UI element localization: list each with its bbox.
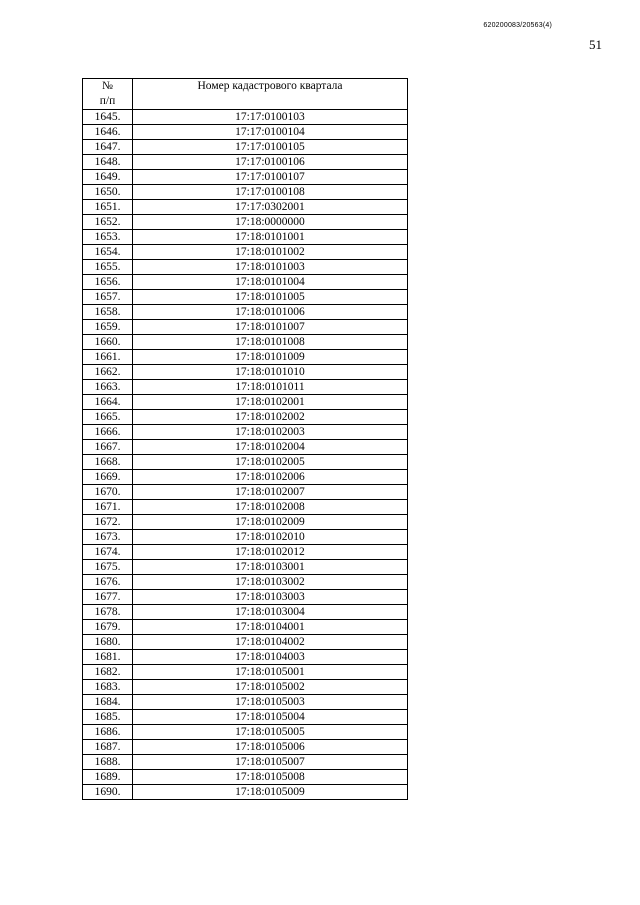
table-row xyxy=(83,740,408,755)
cadastral-number-cell: 17:18:0102003 xyxy=(133,425,408,440)
table-row xyxy=(83,560,408,575)
table-row xyxy=(83,350,408,365)
row-number-cell: 1673. xyxy=(83,530,133,545)
row-number-cell: 1652. xyxy=(83,215,133,230)
row-number-cell: 1656. xyxy=(83,275,133,290)
cadastral-number-cell: 17:18:0102007 xyxy=(133,485,408,500)
table-row xyxy=(83,410,408,425)
table-row xyxy=(83,590,408,605)
cadastral-number-cell: 17:18:0101005 xyxy=(133,290,408,305)
table-row xyxy=(83,530,408,545)
row-number-cell: 1654. xyxy=(83,245,133,260)
cadastral-number-cell: 17:18:0102008 xyxy=(133,500,408,515)
cadastral-number-cell: 17:18:0102002 xyxy=(133,410,408,425)
cadastral-number-cell: 17:18:0101008 xyxy=(133,335,408,350)
row-number-cell: 1679. xyxy=(83,620,133,635)
row-number-cell: 1675. xyxy=(83,560,133,575)
row-number-cell: 1657. xyxy=(83,290,133,305)
cadastral-number-cell: 17:18:0102012 xyxy=(133,545,408,560)
cadastral-number-cell: 17:18:0000000 xyxy=(133,215,408,230)
table-row xyxy=(83,110,408,125)
row-number-cell: 1661. xyxy=(83,350,133,365)
table-row xyxy=(83,335,408,350)
row-number-cell: 1674. xyxy=(83,545,133,560)
cadastral-number-cell: 17:18:0101010 xyxy=(133,365,408,380)
row-number-cell: 1680. xyxy=(83,635,133,650)
row-number-cell: 1653. xyxy=(83,230,133,245)
cadastral-number-cell: 17:17:0100104 xyxy=(133,125,408,140)
table-row xyxy=(83,320,408,335)
row-number-cell: 1686. xyxy=(83,725,133,740)
table-row xyxy=(83,485,408,500)
column-header-number xyxy=(83,79,133,110)
column-header-number-abbr: п/п xyxy=(99,95,116,107)
table-row xyxy=(83,620,408,635)
cadastral-number-cell: 17:18:0103001 xyxy=(133,560,408,575)
table-row xyxy=(83,425,408,440)
table-row xyxy=(83,605,408,620)
cadastral-number-cell: 17:18:0105008 xyxy=(133,770,408,785)
row-number-cell: 1665. xyxy=(83,410,133,425)
cadastral-number-cell: 17:18:0105003 xyxy=(133,695,408,710)
table-row xyxy=(83,395,408,410)
row-number-cell: 1663. xyxy=(83,380,133,395)
table-row xyxy=(83,500,408,515)
row-number-cell: 1659. xyxy=(83,320,133,335)
table-row xyxy=(83,170,408,185)
cadastral-number-cell: 17:17:0302001 xyxy=(133,200,408,215)
row-number-cell: 1687. xyxy=(83,740,133,755)
row-number-cell: 1648. xyxy=(83,155,133,170)
table-row xyxy=(83,575,408,590)
cadastral-number-cell: 17:18:0105002 xyxy=(133,680,408,695)
cadastral-number-cell: 17:17:0100106 xyxy=(133,155,408,170)
row-number-cell: 1670. xyxy=(83,485,133,500)
table-row xyxy=(83,440,408,455)
table-row xyxy=(83,650,408,665)
table-row xyxy=(83,245,408,260)
row-number-cell: 1669. xyxy=(83,470,133,485)
row-number-cell: 1677. xyxy=(83,590,133,605)
row-number-cell: 1681. xyxy=(83,650,133,665)
row-number-cell: 1646. xyxy=(83,125,133,140)
document-code: 620200083/20563(4) xyxy=(483,22,552,29)
cadastral-number-cell: 17:18:0105006 xyxy=(133,740,408,755)
table-row xyxy=(83,695,408,710)
table-body xyxy=(83,110,408,800)
cadastral-number-cell: 17:18:0101007 xyxy=(133,320,408,335)
cadastral-number-cell: 17:17:0100103 xyxy=(133,110,408,125)
table-row xyxy=(83,710,408,725)
cadastral-number-cell: 17:18:0105009 xyxy=(133,785,408,800)
column-header-number-symbol: № xyxy=(102,80,113,92)
table-row xyxy=(83,785,408,800)
cadastral-number-cell: 17:18:0101011 xyxy=(133,380,408,395)
table-row xyxy=(83,185,408,200)
cadastral-number-cell: 17:18:0104002 xyxy=(133,635,408,650)
cadastral-number-cell: 17:18:0101004 xyxy=(133,275,408,290)
table-row xyxy=(83,305,408,320)
cadastral-number-cell: 17:18:0103004 xyxy=(133,605,408,620)
cadastral-number-cell: 17:18:0105001 xyxy=(133,665,408,680)
table-row xyxy=(83,455,408,470)
row-number-cell: 1658. xyxy=(83,305,133,320)
cadastral-number-cell: 17:18:0102010 xyxy=(133,530,408,545)
table-row xyxy=(83,725,408,740)
table-row xyxy=(83,545,408,560)
table-row xyxy=(83,380,408,395)
table-row xyxy=(83,365,408,380)
cadastral-number-cell: 17:18:0104003 xyxy=(133,650,408,665)
page-number: 51 xyxy=(589,37,602,52)
row-number-cell: 1684. xyxy=(83,695,133,710)
table-row xyxy=(83,200,408,215)
row-number-cell: 1664. xyxy=(83,395,133,410)
cadastral-number-cell: 17:18:0102001 xyxy=(133,395,408,410)
row-number-cell: 1667. xyxy=(83,440,133,455)
cadastral-number-cell: 17:18:0101006 xyxy=(133,305,408,320)
table-row xyxy=(83,215,408,230)
table-row xyxy=(83,155,408,170)
cadastral-number-cell: 17:17:0100105 xyxy=(133,140,408,155)
cadastral-number-cell: 17:18:0103002 xyxy=(133,575,408,590)
row-number-cell: 1666. xyxy=(83,425,133,440)
cadastral-number-cell: 17:18:0101002 xyxy=(133,245,408,260)
row-number-cell: 1685. xyxy=(83,710,133,725)
table-row xyxy=(83,515,408,530)
table-row xyxy=(83,635,408,650)
column-header-cadastral-quarter: Номер кадастрового квартала xyxy=(133,79,408,110)
row-number-cell: 1647. xyxy=(83,140,133,155)
row-number-cell: 1649. xyxy=(83,170,133,185)
row-number-cell: 1662. xyxy=(83,365,133,380)
table-row xyxy=(83,770,408,785)
table-row xyxy=(83,230,408,245)
cadastral-number-cell: 17:18:0102009 xyxy=(133,515,408,530)
cadastral-number-cell: 17:18:0101001 xyxy=(133,230,408,245)
table-row xyxy=(83,755,408,770)
table-row xyxy=(83,665,408,680)
table-row xyxy=(83,140,408,155)
row-number-cell: 1678. xyxy=(83,605,133,620)
row-number-cell: 1660. xyxy=(83,335,133,350)
row-number-cell: 1672. xyxy=(83,515,133,530)
row-number-cell: 1671. xyxy=(83,500,133,515)
row-number-cell: 1690. xyxy=(83,785,133,800)
cadastral-number-cell: 17:18:0105005 xyxy=(133,725,408,740)
row-number-cell: 1689. xyxy=(83,770,133,785)
cadastral-number-cell: 17:18:0104001 xyxy=(133,620,408,635)
cadastral-quarters-table xyxy=(82,78,408,800)
table-row xyxy=(83,470,408,485)
row-number-cell: 1655. xyxy=(83,260,133,275)
cadastral-number-cell: 17:18:0102004 xyxy=(133,440,408,455)
cadastral-number-cell: 17:18:0103003 xyxy=(133,590,408,605)
cadastral-number-cell: 17:18:0105004 xyxy=(133,710,408,725)
row-number-cell: 1645. xyxy=(83,110,133,125)
cadastral-number-cell: 17:18:0101003 xyxy=(133,260,408,275)
row-number-cell: 1683. xyxy=(83,680,133,695)
cadastral-number-cell: 17:17:0100107 xyxy=(133,170,408,185)
cadastral-number-cell: 17:18:0102006 xyxy=(133,470,408,485)
cadastral-number-cell: 17:18:0102005 xyxy=(133,455,408,470)
table-row xyxy=(83,260,408,275)
table-row xyxy=(83,275,408,290)
row-number-cell: 1676. xyxy=(83,575,133,590)
row-number-cell: 1650. xyxy=(83,185,133,200)
cadastral-number-cell: 17:18:0101009 xyxy=(133,350,408,365)
table-row xyxy=(83,680,408,695)
row-number-cell: 1682. xyxy=(83,665,133,680)
cadastral-number-cell: 17:18:0105007 xyxy=(133,755,408,770)
row-number-cell: 1668. xyxy=(83,455,133,470)
row-number-cell: 1651. xyxy=(83,200,133,215)
cadastral-number-cell: 17:17:0100108 xyxy=(133,185,408,200)
table-row xyxy=(83,125,408,140)
table-header-row xyxy=(83,79,408,110)
table-row xyxy=(83,290,408,305)
row-number-cell: 1688. xyxy=(83,755,133,770)
